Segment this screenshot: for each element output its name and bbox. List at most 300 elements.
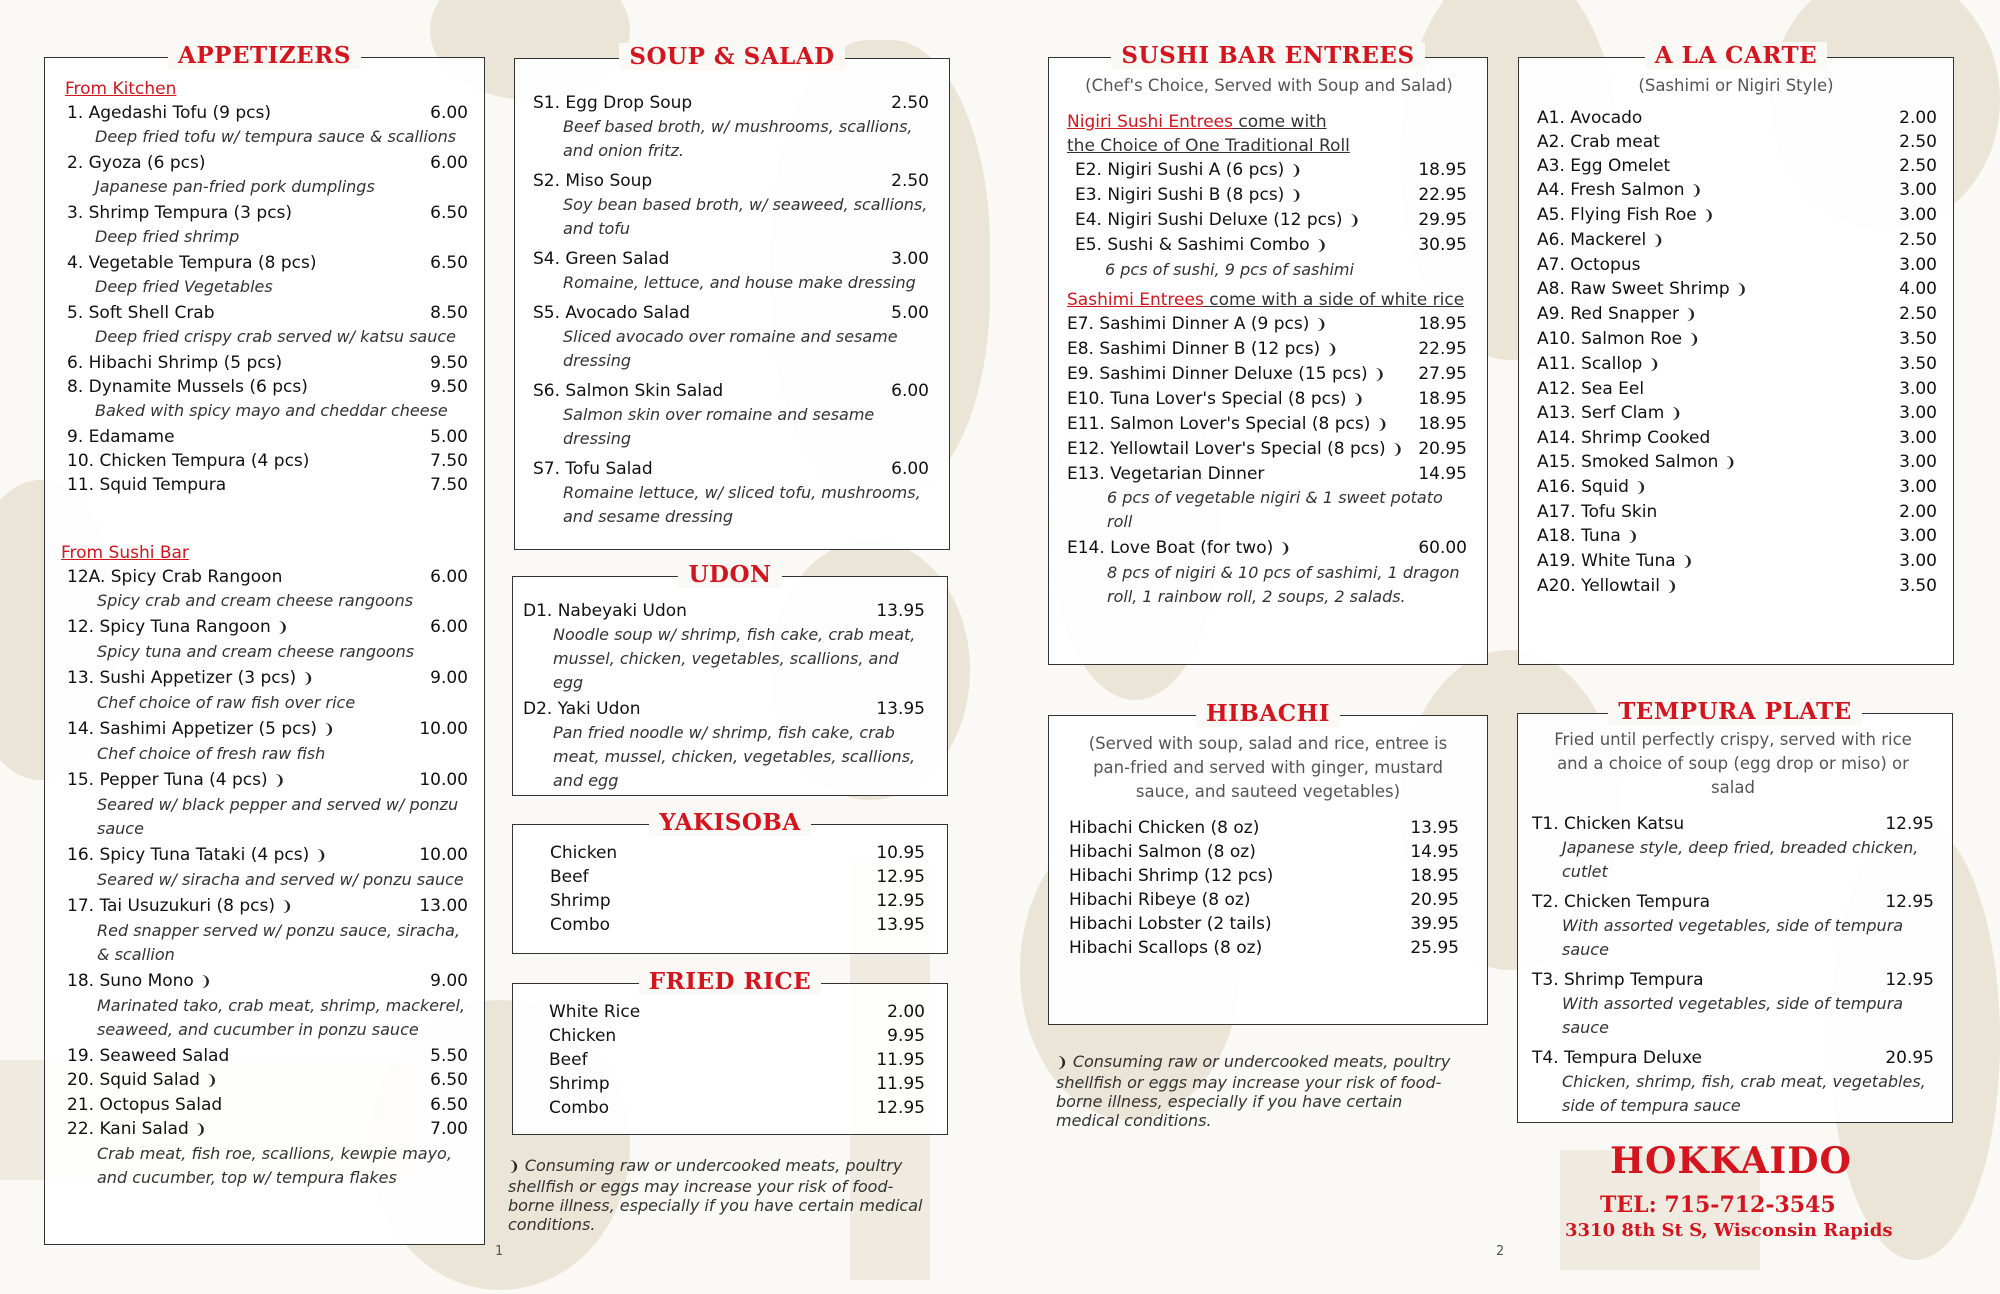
menu-item bbox=[1537, 401, 1937, 426]
item-name bbox=[1532, 812, 1684, 836]
menu-item bbox=[1075, 233, 1467, 258]
item-description: Japanese pan-fried pork dumplings bbox=[95, 177, 375, 196]
item-name bbox=[1075, 208, 1360, 233]
item-description: Crab meat, fish roe, scallions, kewpie mayo, and cucumber, top w/ tempura flakes bbox=[97, 1144, 452, 1187]
item-description: Deep fried crispy crab served w/ katsu sauce bbox=[95, 327, 456, 346]
item-price: 12.95 bbox=[1885, 970, 1934, 990]
item-price: 2.50 bbox=[1899, 156, 1937, 176]
item-description: Marinated tako, crab meat, shrimp, mackerel, seaweed, and cucumber in ponzu sauce bbox=[97, 996, 466, 1039]
pepper-icon: ❩ bbox=[1634, 480, 1647, 496]
item-name-text: E9. Sashimi Dinner Deluxe (15 pcs) bbox=[1067, 364, 1368, 384]
item-name-text: S6. Salmon Skin Salad bbox=[533, 381, 724, 401]
nigiri-heading: Nigiri Sushi Entrees come with the Choice of One Traditional Roll bbox=[1067, 112, 1350, 156]
menu-item bbox=[1067, 312, 1467, 337]
item-price: 9.50 bbox=[430, 377, 468, 397]
item-price: 9.50 bbox=[430, 353, 468, 373]
item-name-text: A1. Avocado bbox=[1537, 108, 1643, 128]
item-description: Sliced avocado over romaine and sesame dressing bbox=[563, 327, 898, 370]
item-name-text: E10. Tuna Lover's Special (8 pcs) bbox=[1067, 389, 1347, 409]
menu-item bbox=[523, 697, 925, 721]
item-price: 18.95 bbox=[1418, 160, 1467, 180]
menu-item bbox=[1067, 536, 1467, 561]
item-name bbox=[523, 599, 687, 623]
menu-item bbox=[67, 301, 468, 325]
item-name bbox=[533, 91, 692, 115]
fried-rice-box bbox=[512, 968, 948, 1135]
menu-item bbox=[67, 615, 468, 640]
menu-item bbox=[533, 379, 929, 403]
item-price: 9.00 bbox=[430, 971, 468, 991]
item-name-text: 11. Squid Tempura bbox=[67, 475, 227, 495]
menu-item bbox=[1069, 936, 1459, 960]
item-name-text: 6. Hibachi Shrimp (5 pcs) bbox=[67, 353, 283, 373]
item-price: 3.50 bbox=[1899, 576, 1937, 596]
pepper-icon: ❩ bbox=[205, 1073, 218, 1089]
pepper-icon: ❩ bbox=[1373, 367, 1386, 383]
item-price: 3.00 bbox=[1899, 379, 1937, 399]
item-description: Romaine lettuce, w/ sliced tofu, mushrooms, and sesame dressing bbox=[563, 483, 921, 526]
pepper-icon: ❩ bbox=[1735, 282, 1748, 298]
item-name-text: 5. Soft Shell Crab bbox=[67, 303, 215, 323]
item-name-text: A3. Egg Omelet bbox=[1537, 156, 1671, 176]
pepper-icon: ❩ bbox=[323, 722, 335, 738]
menu-item bbox=[1537, 106, 1937, 130]
menu-item bbox=[533, 457, 929, 481]
item-name-text: Beef bbox=[550, 867, 589, 887]
item-price: 13.95 bbox=[876, 699, 925, 719]
item-name-text: D2. Yaki Udon bbox=[523, 699, 641, 719]
item-name-text: A11. Scallop bbox=[1537, 354, 1643, 374]
item-name bbox=[1537, 228, 1664, 253]
item-name-text: E11. Salmon Lover's Special (8 pcs) bbox=[1067, 414, 1371, 434]
item-name-text: 20. Squid Salad bbox=[67, 1070, 200, 1090]
udon-box bbox=[512, 561, 948, 796]
item-price: 20.95 bbox=[1418, 439, 1467, 459]
menu-item bbox=[550, 889, 925, 913]
item-name-text: 22. Kani Salad bbox=[67, 1119, 189, 1139]
item-name-text: Hibachi Salmon (8 oz) bbox=[1069, 842, 1256, 862]
menu-item bbox=[67, 375, 468, 399]
sashimi-heading: Sashimi Entrees come with a side of white rice bbox=[1067, 290, 1465, 310]
item-name-text: 12A. Spicy Crab Rangoon bbox=[67, 567, 283, 587]
item-price: 2.00 bbox=[1899, 108, 1937, 128]
menu-item bbox=[1537, 203, 1937, 228]
item-name-text: Hibachi Lobster (2 tails) bbox=[1069, 914, 1272, 934]
pepper-icon: ❩ bbox=[1684, 307, 1697, 323]
item-price: 10.00 bbox=[419, 719, 468, 739]
menu-item bbox=[1067, 337, 1467, 362]
pepper-icon: ❩ bbox=[273, 773, 286, 789]
item-name-text: A18. Tuna bbox=[1537, 526, 1621, 546]
item-description: 8 pcs of nigiri & 10 pcs of sashimi, 1 dragon roll, 1 rainbow roll, 2 soups, 2 salads. bbox=[1107, 563, 1460, 606]
item-price: 20.95 bbox=[1410, 890, 1459, 910]
item-price: 5.00 bbox=[891, 303, 929, 323]
item-price: 3.00 bbox=[1899, 477, 1937, 497]
item-name bbox=[1069, 840, 1256, 864]
page-number: 2 bbox=[1496, 1244, 1505, 1259]
item-name-text: 8. Dynamite Mussels (6 pcs) bbox=[67, 377, 308, 397]
item-price: 11.95 bbox=[876, 1050, 925, 1070]
item-price: 22.95 bbox=[1418, 185, 1467, 205]
soup-salad-box bbox=[514, 43, 950, 550]
page-number: 1 bbox=[495, 1244, 504, 1259]
item-name bbox=[1537, 253, 1640, 277]
menu-item bbox=[1069, 816, 1459, 840]
item-name-text: 18. Suno Mono bbox=[67, 971, 194, 991]
item-price: 12.95 bbox=[876, 1098, 925, 1118]
item-name-text: 10. Chicken Tempura (4 pcs) bbox=[67, 451, 310, 471]
item-name bbox=[533, 169, 652, 193]
item-name-text: 9. Edamame bbox=[67, 427, 175, 447]
item-name-text: Beef bbox=[549, 1050, 588, 1070]
item-name bbox=[1537, 426, 1710, 450]
item-price: 18.95 bbox=[1418, 414, 1467, 434]
item-price: 10.95 bbox=[876, 843, 925, 863]
item-name bbox=[1537, 106, 1642, 130]
menu-item bbox=[549, 1000, 925, 1024]
item-description: Spicy crab and cream cheese rangoons bbox=[97, 591, 414, 610]
item-price: 7.50 bbox=[430, 451, 468, 471]
menu-item bbox=[533, 91, 929, 115]
item-price: 13.00 bbox=[419, 896, 468, 916]
item-name bbox=[550, 841, 617, 865]
item-name bbox=[67, 717, 335, 742]
item-name-text: A16. Squid bbox=[1537, 477, 1629, 497]
hibachi-title: HIBACHI bbox=[1196, 700, 1340, 727]
a-la-carte-subtitle: (Sashimi or Nigiri Style) bbox=[1638, 76, 1834, 95]
item-name-text: A10. Salmon Roe bbox=[1537, 329, 1683, 349]
item-name-text: E14. Love Boat (for two) bbox=[1067, 538, 1274, 558]
item-name bbox=[1069, 936, 1262, 960]
item-name bbox=[1537, 203, 1714, 228]
raw-food-warning: ❩ Consuming raw or undercooked meats, poultry shellfish or eggs may increase your risk of food-borne illness, especially if you have certain medical conditions. bbox=[1056, 1052, 1451, 1130]
item-name-text: 21. Octopus Salad bbox=[67, 1095, 223, 1115]
item-price: 3.50 bbox=[1899, 354, 1937, 374]
sushi-bar-box bbox=[1048, 42, 1488, 665]
item-name bbox=[67, 151, 205, 175]
item-name-text: A7. Octopus bbox=[1537, 255, 1641, 275]
item-name bbox=[1537, 524, 1639, 549]
item-name-text: 12. Spicy Tuna Rangoon bbox=[67, 617, 271, 637]
item-name bbox=[533, 457, 653, 481]
item-price: 25.95 bbox=[1410, 938, 1459, 958]
item-price: 3.50 bbox=[1899, 329, 1937, 349]
item-price: 3.00 bbox=[1899, 403, 1937, 423]
item-price: 14.95 bbox=[1410, 842, 1459, 862]
item-price: 9.95 bbox=[887, 1026, 925, 1046]
pepper-icon: ❩ bbox=[194, 1122, 207, 1138]
item-name-text: A4. Fresh Salmon bbox=[1537, 180, 1685, 200]
item-price: 27.95 bbox=[1418, 364, 1467, 384]
item-price: 6.50 bbox=[430, 203, 468, 223]
menu-item bbox=[1537, 178, 1937, 203]
menu-item bbox=[67, 565, 468, 589]
item-description: Deep fried Vegetables bbox=[95, 277, 273, 296]
item-price: 10.00 bbox=[419, 845, 468, 865]
item-name bbox=[1537, 130, 1660, 154]
item-price: 6.00 bbox=[891, 381, 929, 401]
menu-item bbox=[550, 841, 925, 865]
item-name-text: E7. Sashimi Dinner A (9 pcs) bbox=[1067, 314, 1310, 334]
menu-item bbox=[1537, 500, 1937, 524]
item-name-text: A13. Serf Clam bbox=[1537, 403, 1665, 423]
pepper-icon: ❩ bbox=[1690, 183, 1703, 199]
menu-item bbox=[67, 473, 468, 497]
pepper-icon: ❩ bbox=[1648, 357, 1660, 373]
menu-item bbox=[1069, 888, 1459, 912]
pepper-icon: ❩ bbox=[1290, 188, 1303, 204]
menu-item bbox=[1537, 377, 1937, 401]
menu-item bbox=[549, 1072, 925, 1096]
menu-item bbox=[1537, 154, 1937, 178]
appetizers-title: APPETIZERS bbox=[168, 42, 361, 69]
a-la-carte-title: A LA CARTE bbox=[1645, 42, 1827, 69]
item-name-text: Chicken bbox=[549, 1026, 617, 1046]
item-price: 29.95 bbox=[1418, 210, 1467, 230]
item-name bbox=[1067, 412, 1388, 437]
menu-item bbox=[1537, 228, 1937, 253]
yakisoba-box bbox=[512, 809, 948, 954]
pepper-icon: ❩ bbox=[1290, 163, 1303, 179]
menu-item bbox=[67, 717, 468, 742]
item-price: 39.95 bbox=[1410, 914, 1459, 934]
item-price: 18.95 bbox=[1418, 389, 1467, 409]
pepper-icon: ❩ bbox=[199, 974, 212, 990]
menu-item bbox=[1537, 302, 1937, 327]
tempura-plate-title: TEMPURA PLATE bbox=[1608, 698, 1862, 725]
item-price: 4.00 bbox=[1899, 279, 1937, 299]
item-price: 3.00 bbox=[1899, 551, 1937, 571]
item-name bbox=[549, 1048, 588, 1072]
menu-item bbox=[1537, 450, 1937, 475]
raw-food-warning: ❩ Consuming raw or undercooked meats, poultry shellfish or eggs may increase your risk of food-borne illness, especially if you have certain medical conditions. bbox=[508, 1156, 923, 1234]
item-price: 18.95 bbox=[1410, 866, 1459, 886]
hibachi-box bbox=[1048, 700, 1488, 1025]
item-name-text: E3. Nigiri Sushi B (8 pcs) bbox=[1075, 185, 1285, 205]
item-name-text: Hibachi Ribeye (8 oz) bbox=[1069, 890, 1251, 910]
pepper-icon: ❩ bbox=[1056, 1055, 1068, 1071]
item-price: 6.00 bbox=[430, 103, 468, 123]
menu-item bbox=[67, 969, 468, 994]
menu-item bbox=[1537, 426, 1937, 450]
item-price: 2.50 bbox=[1899, 230, 1937, 250]
tempura-plate-subtitle: Fried until perfectly crispy, served with rice and a choice of soup (egg drop or miso) or salad bbox=[1554, 730, 1912, 797]
item-name-text: 4. Vegetable Tempura (8 pcs) bbox=[67, 253, 317, 273]
item-name-text: 3. Shrimp Tempura (3 pcs) bbox=[67, 203, 293, 223]
pepper-icon: ❩ bbox=[1376, 417, 1389, 433]
item-name bbox=[67, 969, 212, 994]
menu-item bbox=[1069, 864, 1459, 888]
item-name-text: 14. Sashimi Appetizer (5 pcs) bbox=[67, 719, 318, 739]
item-name-text: Hibachi Shrimp (12 pcs) bbox=[1069, 866, 1274, 886]
menu-item bbox=[1075, 183, 1467, 208]
menu-item bbox=[550, 865, 925, 889]
item-price: 2.00 bbox=[887, 1002, 925, 1022]
item-price: 3.00 bbox=[891, 249, 929, 269]
tempura-plate-box bbox=[1517, 698, 1953, 1123]
menu-item bbox=[67, 101, 468, 125]
item-description: 6 pcs of sushi, 9 pcs of sashimi bbox=[1105, 260, 1354, 279]
item-price: 3.00 bbox=[1899, 452, 1937, 472]
item-name bbox=[67, 1117, 206, 1142]
item-name-text: E13. Vegetarian Dinner bbox=[1067, 464, 1265, 484]
item-name bbox=[67, 615, 288, 640]
menu-item bbox=[1532, 890, 1934, 914]
item-price: 11.95 bbox=[876, 1074, 925, 1094]
item-name bbox=[67, 1093, 222, 1117]
item-name bbox=[1537, 352, 1660, 377]
item-description: Japanese style, deep fried, breaded chicken, cutlet bbox=[1562, 838, 1919, 881]
item-name-text: A19. White Tuna bbox=[1537, 551, 1676, 571]
item-name-text: E4. Nigiri Sushi Deluxe (12 pcs) bbox=[1075, 210, 1343, 230]
item-description: Chef choice of raw fish over rice bbox=[97, 693, 356, 712]
item-name bbox=[1532, 1046, 1702, 1070]
menu-item bbox=[1537, 253, 1937, 277]
item-name-text: 2. Gyoza (6 pcs) bbox=[67, 153, 206, 173]
item-price: 2.50 bbox=[891, 171, 929, 191]
item-name-text: White Rice bbox=[549, 1002, 641, 1022]
item-price: 6.00 bbox=[430, 567, 468, 587]
item-name-text: E5. Sushi & Sashimi Combo bbox=[1075, 235, 1310, 255]
item-name bbox=[1537, 475, 1647, 500]
pepper-icon: ❩ bbox=[1326, 342, 1338, 358]
item-name bbox=[67, 449, 309, 473]
item-name bbox=[1067, 337, 1338, 362]
item-name bbox=[549, 1096, 609, 1120]
item-name bbox=[67, 843, 327, 868]
item-name-text: E2. Nigiri Sushi A (6 pcs) bbox=[1075, 160, 1285, 180]
restaurant-phone: TEL: 715-712-3545 bbox=[1600, 1192, 1836, 1218]
item-name-text: A6. Mackerel bbox=[1537, 230, 1647, 250]
pepper-icon: ❩ bbox=[1315, 238, 1328, 254]
item-name bbox=[67, 473, 226, 497]
item-name bbox=[1075, 158, 1302, 183]
soup-salad-title: SOUP & SALAD bbox=[619, 43, 844, 70]
menu-item bbox=[67, 1117, 468, 1142]
item-price: 13.95 bbox=[1410, 818, 1459, 838]
item-name-text: Combo bbox=[549, 1098, 610, 1118]
menu-item bbox=[67, 351, 468, 375]
menu-item bbox=[67, 151, 468, 175]
item-name bbox=[1537, 302, 1697, 327]
item-name-text: T4. Tempura Deluxe bbox=[1532, 1048, 1702, 1068]
item-price: 6.50 bbox=[430, 1070, 468, 1090]
pepper-icon: ❩ bbox=[1279, 541, 1291, 557]
item-name-text: E12. Yellowtail Lover's Special (8 pcs) bbox=[1067, 439, 1386, 459]
item-name bbox=[1067, 312, 1327, 337]
fried-rice-title: FRIED RICE bbox=[639, 968, 821, 995]
item-price: 30.95 bbox=[1418, 235, 1467, 255]
item-price: 6.50 bbox=[430, 253, 468, 273]
menu-item bbox=[67, 1068, 468, 1093]
pepper-icon: ❩ bbox=[276, 620, 289, 636]
item-price: 6.00 bbox=[891, 459, 929, 479]
item-description: With assorted vegetables, side of tempura sauce bbox=[1562, 916, 1904, 959]
item-name-text: A15. Smoked Salmon bbox=[1537, 452, 1719, 472]
item-name bbox=[67, 301, 215, 325]
menu-item bbox=[1075, 158, 1467, 183]
menu-item bbox=[1537, 130, 1937, 154]
item-description: Baked with spicy mayo and cheddar cheese bbox=[95, 401, 448, 420]
menu-item bbox=[1069, 840, 1459, 864]
menu-item bbox=[1537, 549, 1937, 574]
item-description: 6 pcs of vegetable nigiri & 1 sweet potato roll bbox=[1107, 488, 1443, 531]
item-price: 2.50 bbox=[1899, 132, 1937, 152]
item-name-text: T3. Shrimp Tempura bbox=[1532, 970, 1704, 990]
item-price: 7.00 bbox=[430, 1119, 468, 1139]
item-name bbox=[550, 889, 611, 913]
item-price: 6.50 bbox=[430, 1095, 468, 1115]
udon-title: UDON bbox=[678, 561, 781, 588]
item-name-text: D1. Nabeyaki Udon bbox=[523, 601, 687, 621]
menu-item bbox=[1537, 327, 1937, 352]
pepper-icon: ❩ bbox=[1681, 554, 1694, 570]
item-price: 5.50 bbox=[430, 1046, 468, 1066]
item-name bbox=[1537, 178, 1702, 203]
menu-item bbox=[1532, 968, 1934, 992]
item-name bbox=[1532, 968, 1704, 992]
menu-item bbox=[523, 599, 925, 623]
item-price: 7.50 bbox=[430, 475, 468, 495]
sushi-bar-subtitle: (Chef's Choice, Served with Soup and Salad) bbox=[1085, 76, 1453, 95]
menu-item bbox=[1075, 208, 1467, 233]
pepper-icon: ❩ bbox=[1652, 233, 1664, 249]
item-price: 3.00 bbox=[1899, 255, 1937, 275]
menu-item bbox=[533, 247, 929, 271]
item-name bbox=[1069, 912, 1272, 936]
item-name bbox=[67, 666, 314, 691]
item-name bbox=[1537, 327, 1700, 352]
item-name-text: A2. Crab meat bbox=[1537, 132, 1660, 152]
restaurant-address: 3310 8th St S, Wisconsin Rapids bbox=[1565, 1220, 1893, 1241]
menu-item bbox=[67, 449, 468, 473]
menu-item bbox=[67, 666, 468, 691]
item-name bbox=[1537, 574, 1678, 599]
item-name bbox=[533, 247, 669, 271]
item-name bbox=[533, 379, 723, 403]
menu-item bbox=[1069, 912, 1459, 936]
item-name-text: 1. Agedashi Tofu (9 pcs) bbox=[67, 103, 272, 123]
item-name-text: S1. Egg Drop Soup bbox=[533, 93, 693, 113]
item-name-text: A5. Flying Fish Roe bbox=[1537, 205, 1697, 225]
item-description: Deep fried tofu w/ tempura sauce & scallions bbox=[95, 127, 457, 146]
item-price: 12.95 bbox=[1885, 814, 1934, 834]
item-name-text: A12. Sea Eel bbox=[1537, 379, 1645, 399]
pepper-icon: ❩ bbox=[281, 899, 293, 915]
item-name bbox=[549, 1000, 640, 1024]
item-name-text: Shrimp bbox=[549, 1074, 610, 1094]
item-description: Seared w/ black pepper and served w/ ponzu sauce bbox=[97, 795, 459, 838]
item-name bbox=[67, 251, 316, 275]
item-name bbox=[1537, 450, 1736, 475]
item-name bbox=[67, 1068, 218, 1093]
item-name bbox=[67, 101, 271, 125]
menu-item bbox=[1537, 574, 1937, 599]
menu-item bbox=[1067, 437, 1467, 462]
menu-item bbox=[67, 843, 468, 868]
item-price: 8.50 bbox=[430, 303, 468, 323]
item-price: 6.00 bbox=[430, 153, 468, 173]
menu-item bbox=[533, 169, 929, 193]
item-name-text: 16. Spicy Tuna Tataki (4 pcs) bbox=[67, 845, 310, 865]
item-name-text: A8. Raw Sweet Shrimp bbox=[1537, 279, 1730, 299]
item-price: 2.50 bbox=[891, 93, 929, 113]
from-sushi-bar-heading: From Sushi Bar bbox=[61, 543, 189, 563]
menu-item bbox=[67, 1044, 468, 1068]
item-price: 20.95 bbox=[1885, 1048, 1934, 1068]
item-name bbox=[1069, 864, 1273, 888]
item-price: 12.95 bbox=[876, 867, 925, 887]
